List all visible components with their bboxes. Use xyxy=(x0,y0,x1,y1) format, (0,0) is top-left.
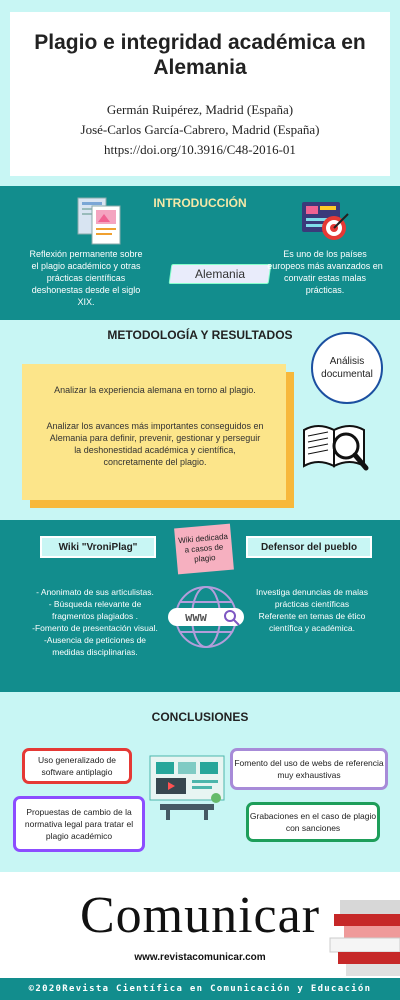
list-item: Referente en temas de ético científica y académica. xyxy=(258,611,366,633)
footer-section xyxy=(0,872,400,978)
office-desk-icon xyxy=(146,750,228,822)
author-2: José-Carlos García-Cabrero, Madrid (España) xyxy=(80,122,320,137)
conclusion-box-grabaciones xyxy=(246,802,380,842)
intro-section xyxy=(0,186,400,320)
documents-icon xyxy=(72,192,128,248)
conclusiones-title: CONCLUSIONES xyxy=(151,710,249,724)
analisis-badge xyxy=(311,332,383,404)
alemania-label xyxy=(169,264,272,284)
copyright-bar xyxy=(0,978,400,1000)
conclusion-box-webs xyxy=(230,748,388,790)
conclusiones-section xyxy=(0,692,400,872)
defensor-button[interactable] xyxy=(246,536,372,558)
intro-title: INTRODUCCIÓN xyxy=(153,196,247,210)
conclusion-text: Uso generalizado de software antiplagio xyxy=(38,755,116,777)
header-section xyxy=(0,0,400,186)
copyright-text: ©2020Revista Científica en Comunicación y Educación xyxy=(28,984,372,994)
doi-link[interactable]: https://doi.org/10.3916/C48-2016-01 xyxy=(104,142,296,157)
conclusion-box-software xyxy=(22,748,132,784)
book-magnifier-icon xyxy=(298,408,370,476)
page-title: Plagio e integridad académica en Alemania xyxy=(34,31,366,79)
vroniplag-label: Wiki "VroniPlag" xyxy=(58,541,138,553)
wiki-note-text: Wiki dedicada a casos de plagio xyxy=(177,531,229,564)
alemania-text: Alemania xyxy=(194,267,246,281)
metodologia-text-2: Analizar los avances más importantes conseguidos en Alemania para definir, prevenir, gestionar y perseguir la deshonestidad académica y científica, concretamente del plagio. xyxy=(46,421,264,467)
metodologia-title: METODOLOGÍA Y RESULTADOS xyxy=(107,328,293,342)
wiki-sticky-note xyxy=(174,524,234,575)
intro-right-text: Es uno de los países europeos más avanzados en convatir estas malas prácticas. xyxy=(267,249,383,295)
conclusion-box-normativa xyxy=(13,796,145,852)
metodologia-text-1: Analizar la experiencia alemana en torno al plagio. xyxy=(54,385,256,395)
defensor-label: Defensor del pueblo xyxy=(260,541,358,553)
target-dashboard-icon xyxy=(296,194,352,246)
conclusion-text: Propuestas de cambio de la normativa legal para tratar el plagio académico xyxy=(24,807,134,841)
globe-www-icon xyxy=(166,582,246,652)
intro-left-text: Reflexión permanente sobre el plagio académico y otras prácticas científicas deshonestas desde el siglo XIX. xyxy=(29,249,143,307)
list-item: Investiga denuncias de malas prácticas científicas xyxy=(256,587,368,609)
authors-block xyxy=(0,100,400,160)
vroniplag-button[interactable] xyxy=(40,536,156,558)
metodologia-section xyxy=(0,320,400,520)
vroniplag-list xyxy=(28,586,162,658)
analisis-badge-text: Análisis documental xyxy=(321,356,373,380)
conclusion-text: Fomento del uso de webs de referencia muy exhaustivas xyxy=(234,758,384,780)
website-link[interactable]: www.revistacomunicar.com xyxy=(134,952,266,963)
list-item: - Anonimato de sus articulistas. xyxy=(36,587,154,597)
comunicar-logo: Comunicar xyxy=(79,887,321,944)
wiki-section xyxy=(0,520,400,692)
defensor-list xyxy=(250,586,374,634)
conclusion-text: Grabaciones en el caso de plagio con sanciones xyxy=(249,811,377,833)
globe-www-text: www xyxy=(185,610,207,624)
author-1: Germán Ruipérez, Madrid (España) xyxy=(106,102,294,117)
list-item: - Búsqueda relevante de fragmentos plagiados . xyxy=(48,599,142,621)
list-item: -Fomento de presentación visual. xyxy=(32,623,158,633)
list-item: -Ausencia de peticiones de medidas disciplinarias. xyxy=(43,635,147,657)
